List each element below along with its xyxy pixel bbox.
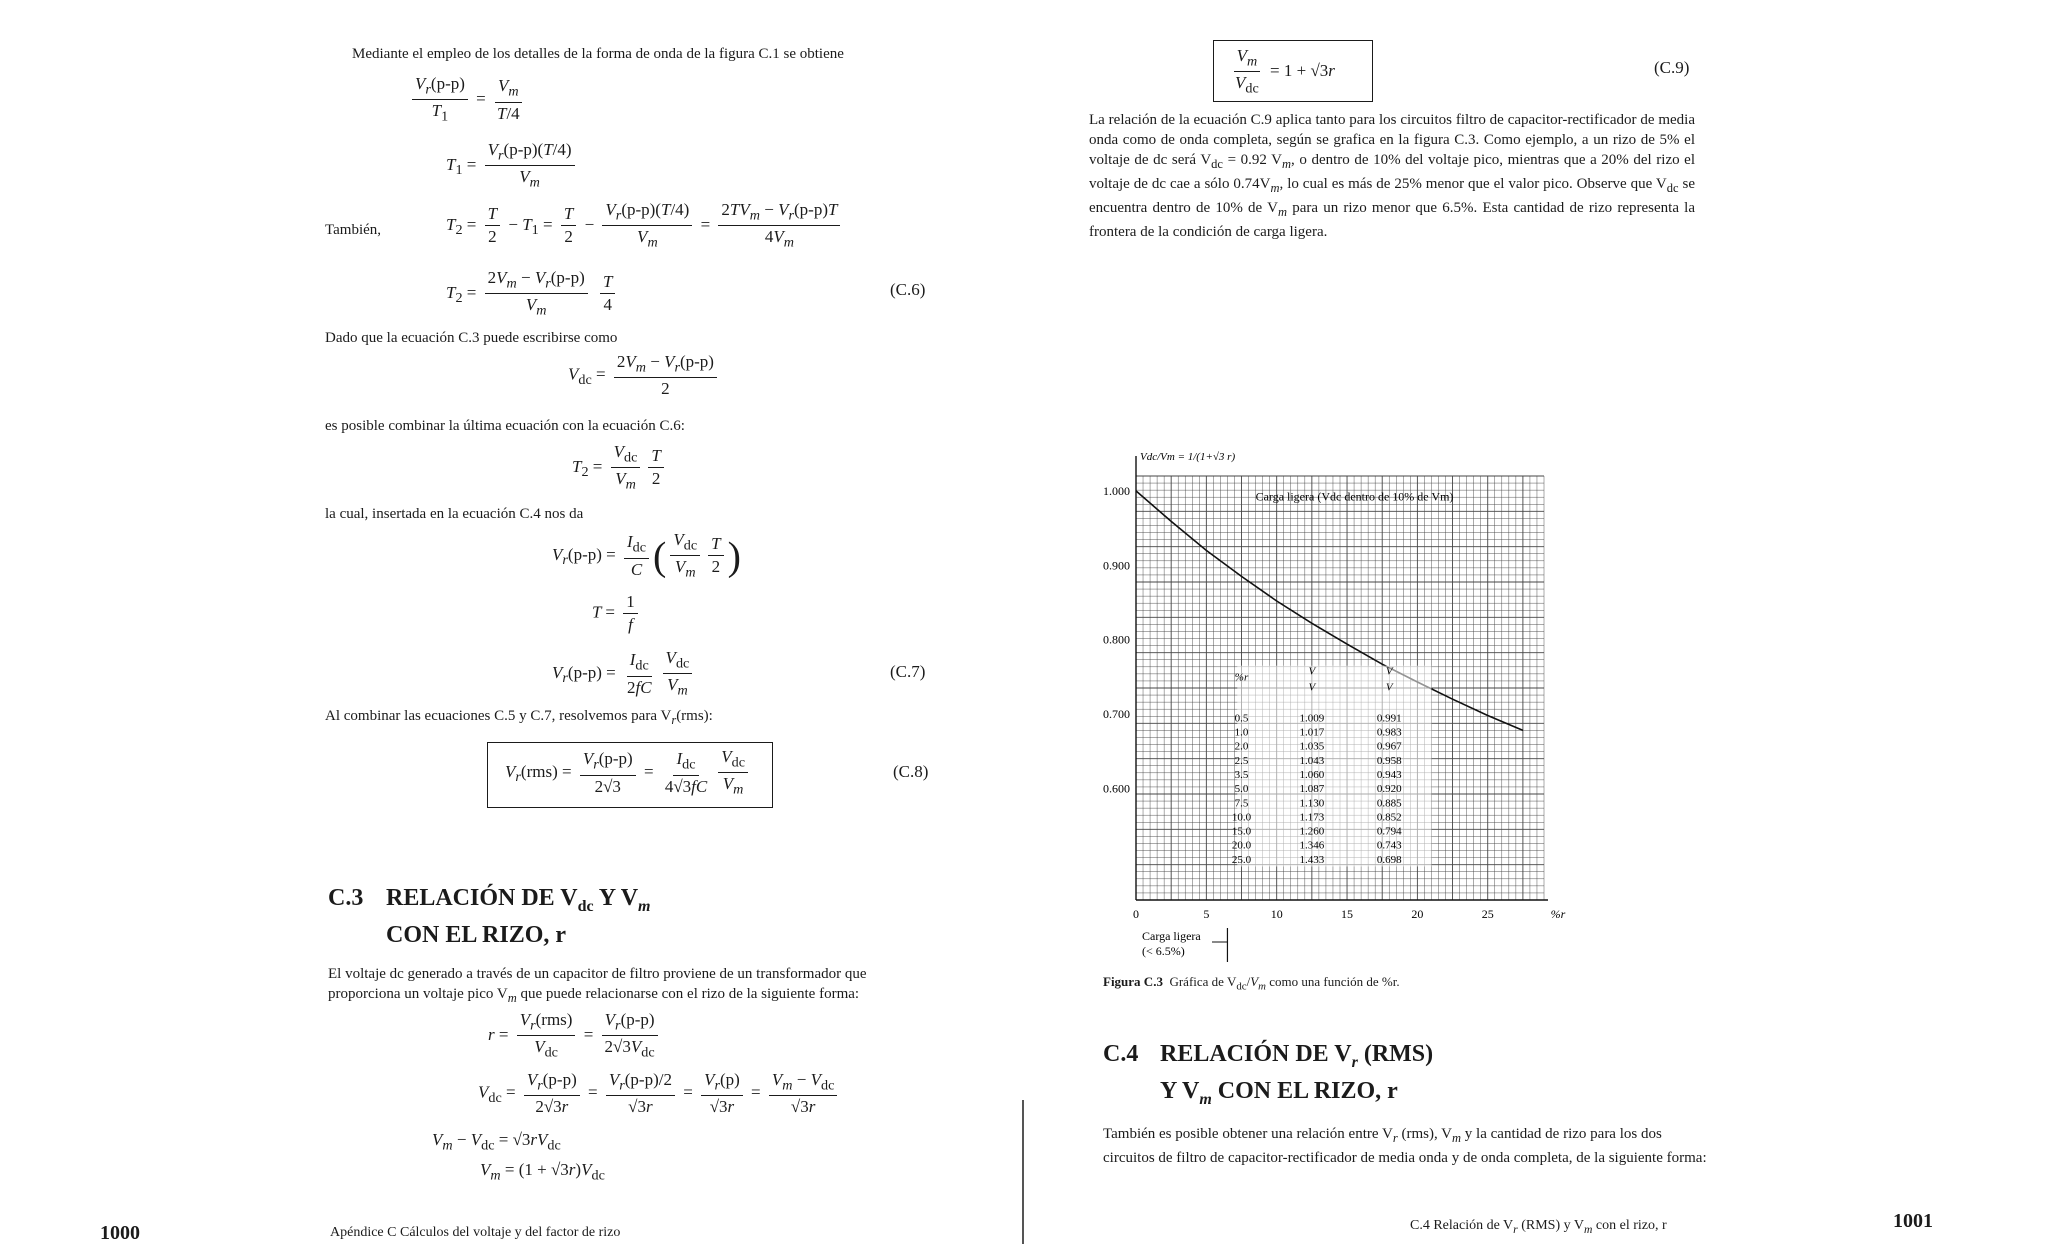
- figure-c3-label: Figura C.3: [1103, 974, 1163, 989]
- table-cell: 0.743: [1376, 839, 1402, 852]
- figure-c3-caption: Figura C.3 Gráfica de $V_{dc}/V_m$ como una función de %r.: [1103, 974, 1400, 993]
- equation-c9-label: (C.9): [1654, 58, 1690, 77]
- equation-vm: $V_m = (1 + √3r)V_{dc}$: [480, 1160, 605, 1184]
- equation-c7: $V_r(p-p)$ = $\frac{I_{dc}}{2fC}$ $\frac{V_{dc}}{V_m}$: [552, 648, 696, 700]
- x-tick-label: 15: [1341, 907, 1354, 921]
- footer-right: C.4 Relación de $V_r$ (RMS) y $V_m$ con el rizo, r: [1410, 1218, 1667, 1236]
- table-cell: 20.0: [1231, 839, 1252, 852]
- page-gutter-divider: [1022, 1100, 1024, 1244]
- table-cell: 0.958: [1376, 754, 1402, 767]
- x-tick-label: 25: [1481, 907, 1494, 921]
- y-tick-label: 0.800: [1103, 632, 1130, 647]
- page-number-left: 1000: [100, 1222, 140, 1244]
- table-cell: 0.991: [1376, 712, 1402, 725]
- paragraph-dado: Dado que la ecuación C.3 puede escribirse como: [325, 330, 618, 346]
- table-cell: 0.698: [1376, 853, 1402, 866]
- y-tick-label: 0.700: [1103, 707, 1130, 722]
- table-cell: 1.043: [1299, 754, 1325, 767]
- table-cell: 10.0: [1231, 811, 1252, 824]
- equation-c6-label: (C.6): [890, 280, 926, 299]
- equation-c7-label: (C.7): [890, 662, 926, 681]
- equation-c8-label: (C.8): [893, 762, 929, 781]
- equation-r: r = $\frac{V_r(rms)}{V_{dc}}$ = $\frac{V_r(p-p)}{2√3V_{dc}}$: [488, 1010, 662, 1062]
- table-header-vdc-2: V: [1385, 665, 1393, 678]
- section-c3-text: El voltaje dc generado a través de un capacitor de filtro proviene de un transformador que proporciona un voltaje pico $V_m$ que puede relacionarse con el rizo de la siguiente forma:: [328, 966, 867, 1005]
- equation-1: $\frac{V_r(p-p)}{T_1}$ = $\frac{V_m}{T/4}$: [408, 74, 527, 126]
- x-tick-label: 0: [1133, 907, 1139, 921]
- table-cell: 5.0: [1234, 783, 1249, 796]
- y-tick-label: 1.000: [1103, 483, 1130, 498]
- annotation-light-load: Carga ligera (Vdc dentro de 10% de Vm): [1255, 489, 1454, 504]
- table-cell: 7.5: [1234, 797, 1249, 810]
- paragraph-c9: La relación de la ecuación C.9 aplica tanto para los circuitos filtro de capacitor-rectificador de media onda como de onda completa, según se grafica en la figura C.3. Como ejemplo, a un rizo de 5% el voltaje de dc será $V_{dc} = 0.92$ $V_m$, o dentro de 10% del voltaje pico, mientras que a 20% del rizo el voltaje de dc cae a sólo $0.74V_m$, lo cual es más de 25% menor que el valor pico. Observe que $V_{dc}$ se encuentra dentro de 10% de $V_m$ para un rizo menor que 6.5%. Esta cantidad de rizo representa la frontera de la condición de carga ligera.: [1089, 112, 1696, 240]
- equation-period: T = $\frac{1}{f}$: [592, 592, 642, 635]
- paragraph-al-combinar: Al combinar las ecuaciones C.5 y C.7, resolvemos para $V_r(rms)$:: [325, 708, 713, 727]
- equation-vm-minus-vdc: $V_m - V_{dc} = √3rV_{dc}$: [432, 1130, 561, 1154]
- y-tick-label: 0.900: [1103, 558, 1130, 573]
- table-cell: 2.5: [1234, 754, 1249, 767]
- table-cell: 1.035: [1299, 740, 1325, 753]
- equation-c6: $T_2$ = $\frac{2V_m - V_r(p-p)}{V_m}$ $\frac{T}{4}$: [446, 268, 619, 320]
- table-cell: 1.130: [1299, 797, 1325, 810]
- intro-text: Mediante el empleo de los detalles de la forma de onda de la figura C.1 se obtiene: [352, 46, 844, 62]
- table-cell: 1.087: [1299, 783, 1325, 796]
- paragraph-insertada: la cual, insertada en la ecuación C.4 nos da: [325, 506, 584, 522]
- equation-c9: $\frac{V_m}{V_{dc}}$ = 1 + √3r: [1235, 46, 1335, 97]
- section-c4-number: C.4: [1103, 1041, 1139, 1067]
- chart-formula-label: Vdc/Vm = 1/(1+√3 r): [1140, 451, 1236, 463]
- table-cell: 1.060: [1299, 769, 1325, 782]
- equation-vdc: $V_{dc}$ = $\frac{2V_m - V_r(p-p)}{2}$: [568, 352, 721, 399]
- table-header-r: %r: [1234, 671, 1249, 684]
- x-axis-label: %r: [1550, 907, 1566, 921]
- equation-t2-short: $T_2$ = $\frac{V_{dc}}{V_m}$ $\frac{T}{2}$: [572, 442, 668, 494]
- table-cell: 1.346: [1299, 839, 1325, 852]
- table-cell: 1.009: [1299, 712, 1325, 725]
- x-tick-label: 5: [1203, 907, 1210, 921]
- table-background: [1234, 666, 1431, 867]
- section-c4-text: También es posible obtener una relación entre $V_r$ (rms), $V_m$ y la cantidad de rizo para los dos circuitos de filtro de capacitor-rectificador de media onda y de onda completa, de la siguiente forma:: [1103, 1126, 1707, 1166]
- equation-2: $T_1$ = $\frac{V_r(p-p)(T/4)}{V_m}$: [446, 140, 579, 192]
- table-cell: 25.0: [1231, 853, 1252, 866]
- table-cell: 0.5: [1234, 712, 1249, 725]
- section-c3-number: C.3: [328, 885, 364, 911]
- section-c4-title: RELACIÓN DE $V_r$ (RMS) Y $V_m$ CON EL RIZO, r: [1160, 1041, 1434, 1108]
- equation-3: $T_2$ = $\frac{T}{2}$ − $T_1$ = $\frac{T}{2}$ − $\frac{V_r(p-p)(T/4)}{V_m}$ = $\frac{2TV_m - V_r(p-p)T}{4V_m}$: [446, 200, 844, 252]
- table-header-vdc: V: [1308, 681, 1316, 694]
- table-cell: 2.0: [1234, 740, 1249, 753]
- table-cell: 0.794: [1376, 825, 1402, 838]
- figure-c3-chart: [1080, 430, 1640, 970]
- x-tick-label: 10: [1270, 907, 1283, 921]
- footer-left: Apéndice C Cálculos del voltaje y del factor de rizo: [330, 1225, 621, 1240]
- table-cell: 3.5: [1234, 769, 1249, 782]
- equation-vdc-r: $V_{dc}$ = $\frac{V_r(p-p)}{2√3r}$ = $\frac{V_r(p-p)/2}{√3r}$ = $\frac{V_r(p)}{√3r}$ = $\frac{V_m - V_{dc}}{√3r}$: [478, 1070, 841, 1117]
- x-tick-label: 20: [1411, 907, 1424, 921]
- section-c3-title: RELACIÓN DE $V_{dc}$ Y $V_m$ CON EL RIZO, r: [386, 885, 651, 948]
- table-cell: 0.852: [1376, 811, 1402, 824]
- equation-vr-pp: $V_r(p-p)$ = $\frac{I_{dc}}{C}$ ( $\frac{V_{dc}}{V_m}$ $\frac{T}{2}$ ): [552, 530, 741, 581]
- tambien-label: También,: [325, 222, 382, 238]
- table-cell: 0.967: [1376, 740, 1402, 753]
- table-cell: 0.920: [1376, 783, 1402, 796]
- annotation-light-load-bottom: Carga ligera: [1142, 929, 1201, 943]
- table-cell: 1.260: [1299, 825, 1325, 838]
- y-tick-label: 0.600: [1103, 781, 1130, 796]
- table-header-vm-2: V: [1385, 681, 1393, 694]
- table-cell: 1.173: [1299, 811, 1325, 824]
- paragraph-combinar: es posible combinar la última ecuación con la ecuación C.6:: [325, 418, 685, 434]
- annotation-light-load-bottom-2: (< 6.5%): [1142, 944, 1185, 958]
- table-cell: 1.0: [1234, 726, 1249, 739]
- table-cell: 0.983: [1376, 726, 1402, 739]
- table-header-vm: V: [1308, 665, 1316, 678]
- table-cell: 1.017: [1299, 726, 1325, 739]
- table-cell: 15.0: [1231, 825, 1252, 838]
- page-number-right: 1001: [1893, 1210, 1933, 1232]
- equation-c8: $V_r(rms)$ = $\frac{V_r(p-p)}{2√3}$ = $\frac{I_{dc}}{4√3fC}$ $\frac{V_{dc}}{V_m}$: [505, 747, 752, 799]
- table-cell: 0.885: [1376, 797, 1402, 810]
- table-cell: 0.943: [1376, 769, 1402, 782]
- table-cell: 1.433: [1299, 853, 1325, 866]
